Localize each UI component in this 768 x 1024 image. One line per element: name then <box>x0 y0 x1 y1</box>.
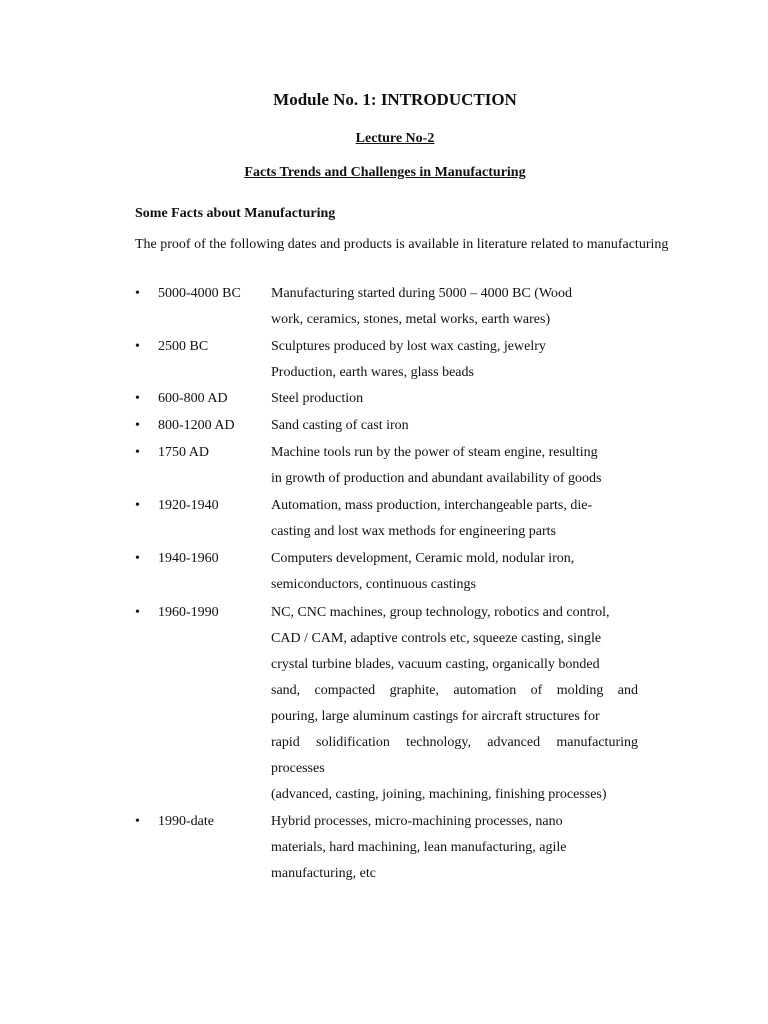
bullet-icon: • <box>135 391 140 406</box>
fact-line: CAD / CAM, adaptive controls etc, squeeze casting, single <box>271 631 602 646</box>
fact-date: 1960-1990 <box>158 605 219 620</box>
lecture-number: Lecture No-2 <box>355 131 435 146</box>
fact-date: 1990-date <box>158 814 214 829</box>
lecture-subtitle: Facts Trends and Challenges in Manufacturing <box>244 165 526 180</box>
fact-description <box>271 493 638 545</box>
fact-date: 1750 AD <box>158 445 209 460</box>
fact-line: (advanced, casting, joining, machining, finishing processes) <box>271 787 607 802</box>
bullet-icon: • <box>135 605 140 620</box>
module-title: Module No. 1: INTRODUCTION <box>273 90 517 109</box>
fact-date: 2500 BC <box>158 339 209 354</box>
bullet-icon: • <box>135 498 140 513</box>
fact-line: sand, compacted graphite, automation of molding and <box>271 683 638 698</box>
fact-line: rapid solidification technology, advanced manufacturing <box>271 735 638 750</box>
fact-line: processes <box>271 761 325 776</box>
fact-line: crystal turbine blades, vacuum casting, organically bonded <box>271 657 600 672</box>
fact-description <box>271 809 638 887</box>
fact-date: 1940-1960 <box>158 551 219 566</box>
fact-date: 800-1200 AD <box>158 418 235 433</box>
fact-date: 600-800 AD <box>158 391 228 406</box>
fact-line: Production, earth wares, glass beads <box>271 365 474 380</box>
fact-description <box>271 281 638 333</box>
fact-description <box>271 546 638 598</box>
bullet-icon: • <box>135 418 140 433</box>
bullet-icon: • <box>135 445 140 460</box>
fact-line: Manufacturing started during 5000 – 4000 BC (Wood <box>271 286 572 301</box>
fact-line: Automation, mass production, interchangeable parts, die- <box>271 498 593 513</box>
fact-line: Machine tools run by the power of steam engine, resulting <box>271 445 598 460</box>
bullet-icon: • <box>135 551 140 566</box>
fact-line: Steel production <box>271 391 364 406</box>
fact-date: 1920-1940 <box>158 498 219 513</box>
fact-line: manufacturing, etc <box>271 866 376 881</box>
intro-paragraph: The proof of the following dates and products is available in literature related to manufacturing <box>135 237 669 252</box>
fact-line: Sculptures produced by lost wax casting, jewelry <box>271 339 546 354</box>
bullet-icon: • <box>135 286 140 301</box>
fact-description <box>271 334 638 386</box>
fact-line: pouring, large aluminum castings for aircraft structures for <box>271 709 600 724</box>
fact-line: work, ceramics, stones, metal works, earth wares) <box>271 312 551 327</box>
fact-line: Sand casting of cast iron <box>271 418 409 433</box>
bullet-icon: • <box>135 339 140 354</box>
bullet-icon: • <box>135 814 140 829</box>
fact-line: semiconductors, continuous castings <box>271 577 476 592</box>
fact-description <box>271 600 638 808</box>
fact-date: 5000-4000 BC <box>158 286 241 301</box>
fact-line: Computers development, Ceramic mold, nodular iron, <box>271 551 575 566</box>
fact-description <box>271 386 638 412</box>
fact-line: materials, hard machining, lean manufacturing, agile <box>271 840 567 855</box>
fact-line: in growth of production and abundant availability of goods <box>271 471 602 486</box>
section-heading: Some Facts about Manufacturing <box>135 206 336 221</box>
fact-line: casting and lost wax methods for engineering parts <box>271 524 556 539</box>
fact-line: Hybrid processes, micro-machining processes, nano <box>271 814 563 829</box>
fact-description <box>271 413 638 439</box>
fact-description <box>271 440 638 492</box>
fact-line: NC, CNC machines, group technology, robotics and control, <box>271 605 610 620</box>
